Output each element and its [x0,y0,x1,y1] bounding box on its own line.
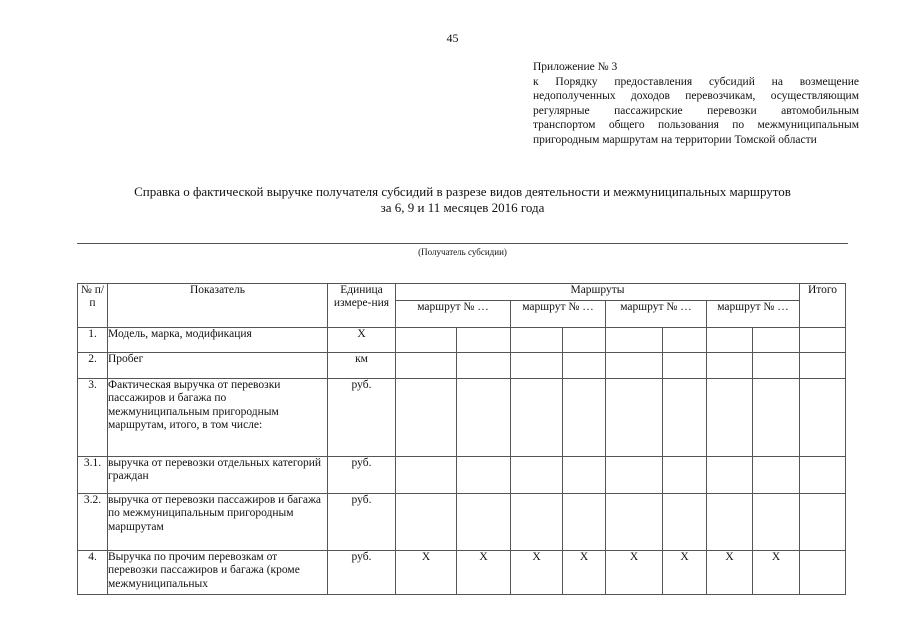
total-cell [800,379,846,457]
route-value-cell [511,328,563,353]
header-route-4: маршрут № … [707,301,800,328]
route-value-cell [457,328,511,353]
row-unit: руб. [328,551,396,595]
row-indicator: Пробег [108,353,328,379]
route-value-cell: Х [753,551,800,595]
header-route-1: маршрут № … [396,301,511,328]
route-value-cell [753,379,800,457]
header-row-1 [78,284,846,301]
route-value-cell [457,494,511,551]
subsidy-table [77,283,846,595]
row-unit: руб. [328,379,396,457]
route-value-cell [563,353,606,379]
annex-block [533,60,859,148]
route-value-cell [753,457,800,494]
header-num: № п/п [78,284,108,328]
route-value-cell [511,457,563,494]
route-value-cell [511,379,563,457]
route-value-cell [606,328,663,353]
report-title [60,184,865,216]
row-number: 3.2. [78,494,108,551]
route-value-cell [396,457,457,494]
row-indicator: Выручка по прочим перевозкам от перевозки пассажиров и багажа (кроме межмуниципальных [108,551,328,595]
table-row [78,494,846,551]
route-value-cell [396,494,457,551]
route-value-cell [606,353,663,379]
row-unit: Х [328,328,396,353]
route-value-cell [396,353,457,379]
row-unit: км [328,353,396,379]
route-value-cell [753,328,800,353]
route-value-cell [663,328,707,353]
table-row [78,457,846,494]
row-indicator: выручка от перевозки пассажиров и багажа по межмуниципальным пригородным маршрутам [108,494,328,551]
route-value-cell [563,379,606,457]
total-cell [800,457,846,494]
route-value-cell [457,353,511,379]
route-value-cell [606,457,663,494]
table-row [78,379,846,457]
header-unit: Единица измере-ния [328,284,396,328]
route-value-cell: Х [707,551,753,595]
route-value-cell: Х [457,551,511,595]
table-row [78,328,846,353]
table-row [78,551,846,595]
route-value-cell [457,457,511,494]
total-cell [800,494,846,551]
recipient-caption: (Получатель субсидии) [418,247,507,257]
route-value-cell [663,379,707,457]
route-value-cell [606,379,663,457]
route-value-cell [563,328,606,353]
row-indicator: Фактическая выручка от перевозки пассажиров и багажа по межмуниципальным пригородным маршрутам, итого, в том числе: [108,379,328,457]
route-value-cell [663,494,707,551]
route-value-cell [707,353,753,379]
route-value-cell [707,379,753,457]
route-value-cell [396,328,457,353]
row-unit: руб. [328,494,396,551]
row-number: 3.1. [78,457,108,494]
total-cell [800,551,846,595]
route-value-cell: Х [563,551,606,595]
total-cell [800,328,846,353]
route-value-cell [563,457,606,494]
row-number: 3. [78,379,108,457]
row-indicator: выручка от перевозки отдельных категорий граждан [108,457,328,494]
route-value-cell [396,379,457,457]
row-indicator: Модель, марка, модификация [108,328,328,353]
route-value-cell [511,494,563,551]
annex-title: Приложение № 3 [533,61,618,73]
route-value-cell: Х [606,551,663,595]
route-value-cell [457,379,511,457]
annex-body: к Порядку предоставления субсидий на возмещение недополученных доходов перевозчикам, осуществляющим регулярные пассажирские перевозки автомобильным транспортом общего пользования по межмуниципальным пригородным маршрутам на территории Томской области [533,75,859,146]
table-row [78,353,846,379]
route-value-cell: Х [663,551,707,595]
route-value-cell [707,457,753,494]
header-routes: Маршруты [396,284,800,301]
report-title-line-2: за 6, 9 и 11 месяцев 2016 года [380,200,545,215]
row-number: 4. [78,551,108,595]
route-value-cell: Х [511,551,563,595]
route-value-cell [707,328,753,353]
route-value-cell [511,353,563,379]
page-number: 45 [446,31,459,45]
route-value-cell: Х [396,551,457,595]
header-total: Итого [800,284,846,328]
total-cell [800,353,846,379]
route-value-cell [753,353,800,379]
header-indicator: Показатель [108,284,328,328]
route-value-cell [707,494,753,551]
route-value-cell [753,494,800,551]
row-number: 1. [78,328,108,353]
row-number: 2. [78,353,108,379]
route-value-cell [606,494,663,551]
route-value-cell [663,457,707,494]
header-route-3: маршрут № … [606,301,707,328]
row-unit: руб. [328,457,396,494]
route-value-cell [563,494,606,551]
report-title-line-1: Справка о фактической выручке получателя субсидий в разрезе видов деятельности и межмуниципальных маршрутов [134,184,791,199]
route-value-cell [663,353,707,379]
header-route-2: маршрут № … [511,301,606,328]
recipient-line [77,243,848,244]
